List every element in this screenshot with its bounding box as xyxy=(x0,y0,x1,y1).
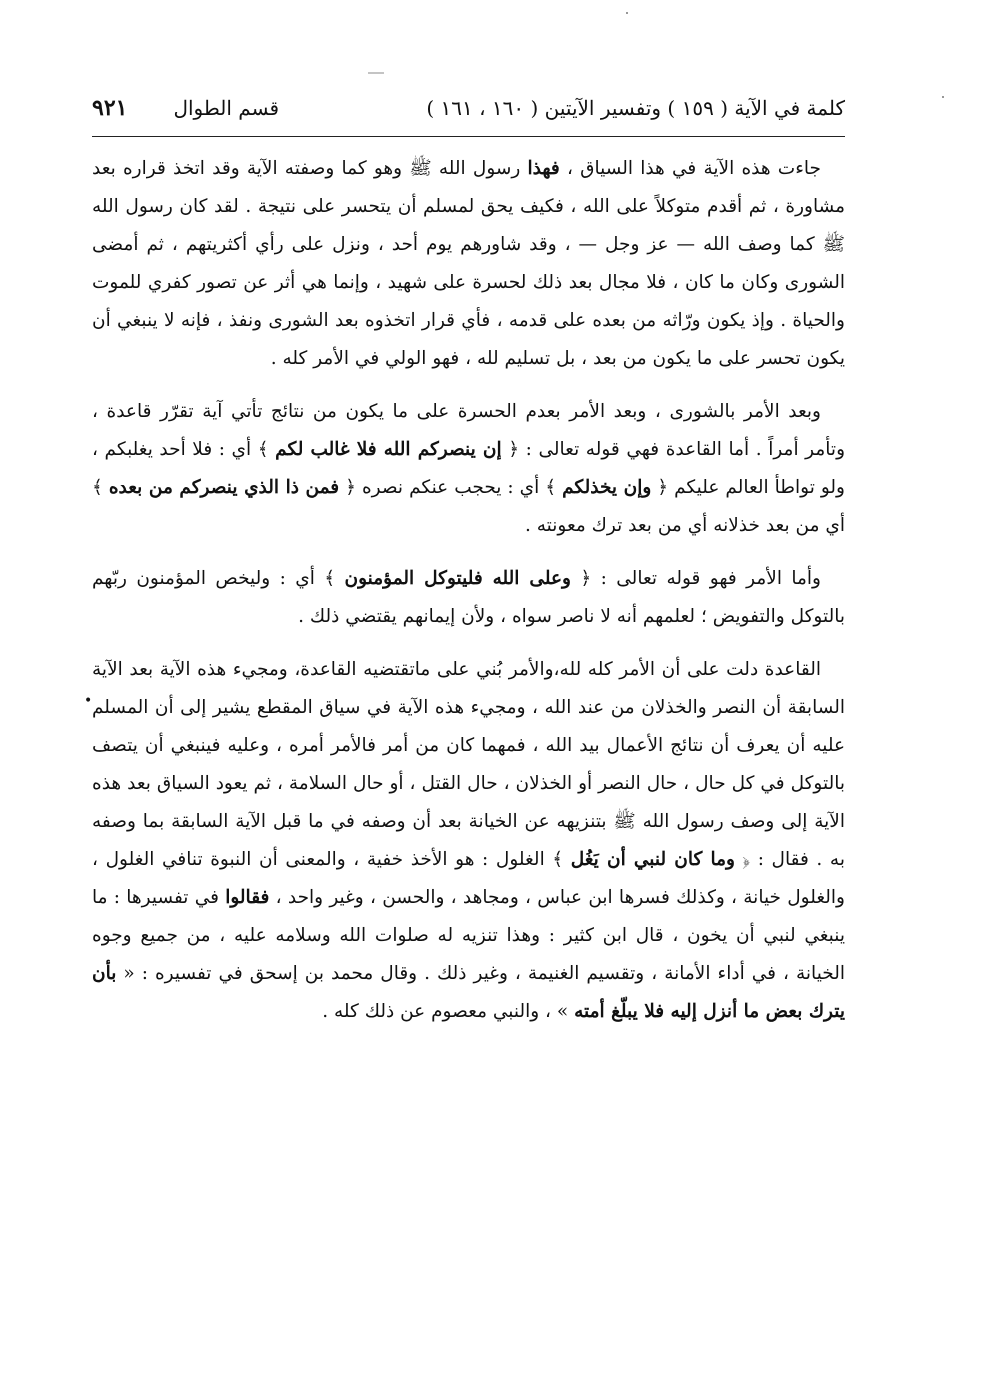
emphasized-text: وإن يخذلكم xyxy=(562,477,652,498)
section-name: قسم الطوال xyxy=(173,96,279,120)
emphasized-text: إن ينصركم الله فلا غالب لكم xyxy=(275,439,502,460)
paragraph-text: ﴾ أي : وليخص المؤمنون ربّهم بالتوكل والتفويض ؛ لعلمهم أنه لا ناصر سواه ، ولأن إيمانهم يقتضي ذلك . xyxy=(92,568,845,627)
page-number: ٩٢١ xyxy=(92,95,128,121)
body-text xyxy=(92,150,845,1031)
paragraph-text: ﴾ أي : يحجب عنكم نصره ﴿ xyxy=(339,477,563,498)
paragraph xyxy=(92,393,845,545)
paragraph-text: وبعد الأمر بالشورى ، وبعد الأمر بعدم الحسرة على ما يكون من نتائج تأتي آية تقرّر قاعدة ، وتأمر أمراً . أما القاعدة فهي قوله تعالى : ﴿ xyxy=(92,401,846,460)
header-rule xyxy=(92,136,845,137)
emphasized-text: فمن ذا الذي ينصركم من بعده xyxy=(108,477,340,498)
paragraph-text: وأما الأمر فهو قوله تعالى : ﴿ xyxy=(570,568,821,589)
header-left-group xyxy=(92,95,279,121)
paragraph xyxy=(92,651,845,1031)
margin-marker: • xyxy=(84,693,93,709)
emphasized-text: فهذا xyxy=(527,158,560,179)
running-title: كلمة في الآية ( ١٥٩ ) وتفسير الآيتين ( ١٦٠ ، ١٦١ ) xyxy=(426,96,845,120)
emphasized-text: وما كان لنبي أن يَغُل xyxy=(570,849,735,870)
paragraph xyxy=(92,150,845,378)
scan-speck xyxy=(626,12,628,14)
paragraph-text: ﴾ أي : فلا أحد يغلبكم ، ولو تواطأ العالم عليكم ﴿ xyxy=(92,439,845,498)
paragraph-text: في تفسيرها : ما ينبغي لنبي أن يخون ، قال ابن كثير : وهذا تنزيه له صلوات الله وسلامه عليه ، من جميع وجوه الخيانة ، في أداء الأمانة ، وتقسيم الغنيمة ، وغير ذلك . وقال محمد بن إسحق في تفسيره : « xyxy=(92,887,845,984)
paragraph-text: ﴾ الغلول : هو الأخذ خفية ، والمعنى أن النبوة تنافي الغلول ، والغلول خيانة ، وكذلك فسرها ابن عباس ، ومجاهد ، والحسن ، وغير واحد ، xyxy=(92,849,845,908)
paragraph-text: القاعدة دلت على أن الأمر كله لله،والأمر بُني على ماتقتضيه القاعدة، ومجيء هذه الآية بعد الآية السابقة أن النصر والخذلان من عند الله ، ومجيء هذه الآية في سياق المقطع يشير إلى أن المسلم عليه أن يعرف أن نتائج الأعمال بيد الله ، فمهما كان من أمر فالأمر أمره ، وعليه فينبغي أن يتصف بالتوكل في كل حال ، حال النصر أو الخذلان ، حال القتل ، أو حال السلامة ، ثم يعود السياق بعد هذه الآية إلى وصف رسول الله ﷺ بتنزيهه عن الخيانة بعد أن وصفه في ما قبل الآية السابقة بما وصفه به . فقال : ﴿ xyxy=(92,659,845,870)
emphasized-text: بأن يترك بعض ما أنزل إليه فلا يبلّغ أمته xyxy=(92,963,845,1022)
scan-mark xyxy=(368,72,384,74)
scan-speck xyxy=(942,96,944,98)
running-header xyxy=(92,90,845,126)
paragraph-text: ﴾ أي من بعد خذلانه أي من بعد ترك معونته . xyxy=(92,477,845,536)
paragraph xyxy=(92,560,845,636)
paragraph-text: رسول الله ﷺ وهو كما وصفته الآية وقد اتخذ قراره بعد مشاورة ، ثم أقدم متوكلاً على الله ، فكيف يحق لمسلم أن يتحسر على نتيجة . لقد كان رسول الله ﷺ كما وصف الله — عز وجل — ، وقد شاورهم يوم أحد ، ونزل على رأي أكثريتهم ، ثم أمضى الشورى وكان ما كان ، فلا مجال بعد ذلك لحسرة على شهيد ، وإنما هي أثر عن تصور كفري للموت والحياة . وإذ يكون ورّاثه من بعده على قدمه ، فأي قرار اتخذوه بعد الشورى ونفذ ، فإنه لا ينبغي أن يكون تحسر على ما يكون من بعد ، بل تسليم لله ، فهو الولي في الأمر كله . xyxy=(92,158,845,369)
paragraph-text: جاءت هذه الآية في هذا السياق ، xyxy=(559,158,821,179)
emphasized-text: فقالوا xyxy=(225,887,270,908)
emphasized-text: وعلى الله فليتوكل المؤمنون xyxy=(344,568,571,589)
paragraph-text: » ، والنبي معصوم عن ذلك كله . xyxy=(322,1001,575,1022)
